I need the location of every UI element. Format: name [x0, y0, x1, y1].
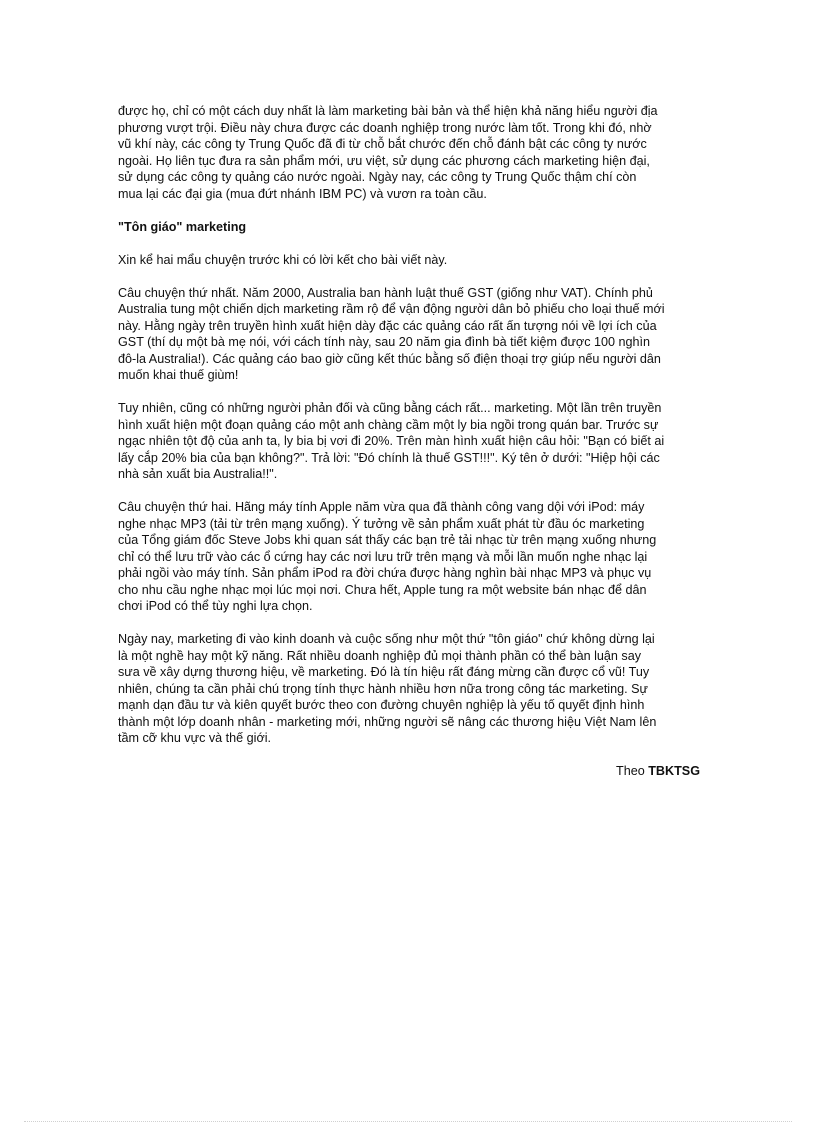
paragraph-story-two: Câu chuyện thứ hai. Hãng máy tính Apple năm vừa qua đã thành công vang dội với iPod: máy nghe nhạc MP3 (tải từ trên mạng xuống). Ý tưởng về sản phẩm xuất phát từ đầu óc marketing của Tổng giám đốc Steve Jobs khi quan sát thấy các bạn trẻ tải nhạc từ trên mạng xuống nhưng chỉ có thể lưu trữ vào các ổ cứng hay các nơi lưu trữ trên mạng và mỗi lần muốn nghe nhạc lại phải ngồi vào máy tính. Sản phẩm iPod ra đời chứa được hàng nghìn bài nhạc MP3 và phục vụ cho nhu cầu nghe nhạc mọi lúc mọi nơi. Chưa hết, Apple tung ra một website bán nhạc để dân chơi iPod có thể tùy nghi lựa chọn.	[118, 500, 657, 613]
document-page	[118, 103, 700, 780]
intro-paragraph: được họ, chỉ có một cách duy nhất là làm marketing bài bản và thể hiện khả năng hiểu người địa phương vượt trội. Điều này chưa được các doanh nghiệp trong nước làm tốt. Trong khi đó, nhờ vũ khí này, các công ty Trung Quốc đã đi từ chỗ bắt chước đến chỗ đánh bật các công ty nước ngoài. Họ liên tục đưa ra sản phẩm mới, ưu việt, sử dụng các phương cách marketing hiện đại, sử dụng các công ty quảng cáo nước ngoài. Ngày nay, các công ty Trung Quốc thậm chí còn mua lại các đại gia (mua đứt nhánh IBM PC) và vươn ra toàn cầu.	[118, 104, 658, 201]
source-attribution	[118, 763, 700, 780]
paragraph-stories-intro: Xin kể hai mẩu chuyện trước khi có lời kết cho bài viết này.	[118, 252, 448, 267]
source-name: TBKTSG	[648, 764, 700, 778]
page-bottom-divider	[24, 1121, 792, 1122]
paragraph-story-one-counter: Tuy nhiên, cũng có những người phản đối và cũng bằng cách rất... marketing. Một lần trên truyền hình xuất hiện một đoạn quảng cáo một anh chàng cầm một ly bia ngồi trong quán bar. Trước sự ngạc nhiên tột độ của anh ta, ly bia bị vơi đi 20%. Trên màn hình xuất hiện câu hỏi: "Bạn có biết ai lấy cắp 20% bia của bạn không?". Trả lời: "Đó chính là thuế GST!!!". Ký tên ở dưới: "Hiệp hội các nhà sản xuất bia Australia!!".	[118, 401, 665, 481]
section-heading: "Tôn giáo" marketing	[118, 219, 247, 234]
source-prefix: Theo	[616, 764, 649, 778]
paragraph-story-one: Câu chuyện thứ nhất. Năm 2000, Australia ban hành luật thuế GST (giống như VAT). Chính phủ Australia tung một chiến dịch marketing rầm rộ để vận động người dân bỏ phiếu cho loại thuế mới này. Hằng ngày trên truyền hình xuất hiện dày đặc các quảng cáo rất ấn tượng nói về lợi ích của GST (thí dụ một bà mẹ nói, với cách tính này, sau 20 năm gia đình bà tiết kiệm được 100 nghìn đô-la Australia!). Các quảng cáo bao giờ cũng kết thúc bằng số điện thoại trợ giúp nếu người dân muốn khai thuế giùm!	[118, 285, 665, 382]
paragraph-conclusion: Ngày nay, marketing đi vào kinh doanh và cuộc sống như một thứ "tôn giáo" chứ không dừng lại là một nghề hay một kỹ năng. Rất nhiều doanh nghiệp đủ mọi thành phần có thể bàn luận say sưa về xây dựng thương hiệu, về marketing. Đó là tín hiệu rất đáng mừng cần được cổ vũ! Tuy nhiên, chúng ta cần phải chú trọng tính thực hành nhiều hơn nữa trong công tác marketing. Sự mạnh dạn đầu tư và kiên quyết bước theo con đường chuyên nghiệp là yếu tố quyết định hình thành một lớp doanh nhân - marketing mới, những người sẽ nâng các thương hiệu Việt Nam lên tầm cỡ khu vực và thế giới.	[118, 632, 657, 745]
